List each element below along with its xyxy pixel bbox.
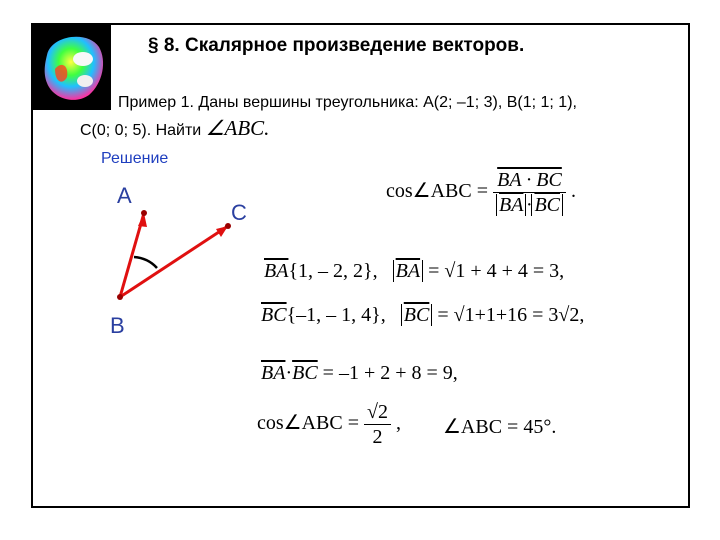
cos-def-lhs: cos∠ABC =: [386, 180, 488, 203]
formula-ba: [264, 260, 564, 283]
ba-coords: {1, – 2, 2},: [288, 260, 378, 282]
cos-def-denominator: $\overline{BA} \cdot \overline{BC}$: [493, 193, 566, 217]
cos-def-numerator: BA · BC: [493, 168, 566, 193]
bc-coords: {–1, – 1, 4},: [286, 304, 386, 326]
label-a: A: [117, 183, 132, 208]
cos-val-fraction: [364, 400, 391, 449]
problem-angle: ∠ABC.: [205, 116, 270, 140]
cos-def-end: .: [571, 180, 576, 203]
label-c: C: [231, 200, 247, 225]
dot-ba: $\overline{BA}$: [261, 362, 286, 384]
cos-val-end: ,: [395, 412, 401, 435]
ba-length: = √1 + 4 + 4 = 3,: [428, 260, 565, 282]
bc-abs: $\overline{BC}$: [401, 304, 433, 326]
problem-line-2-text: C(0; 0; 5). Найти: [80, 122, 202, 139]
cos-val-numerator: √2: [364, 400, 391, 425]
formula-dot-product: $\overline{BA}\cdot\overline{BC} = -1 + 2 + 8 = 9$,: [261, 362, 458, 384]
dot-bc: $\overline{BC}$: [292, 362, 318, 384]
problem-line-1: Пример 1. Даны вершины треугольника: A(2; –1; 3), B(1; 1; 1),: [118, 94, 577, 111]
bc-length: = √1+1+16 = 3√2,: [437, 304, 585, 326]
ba-vector: $\overline{BA}$: [264, 260, 289, 282]
angle-arc: [134, 257, 157, 268]
formula-cos-value: [257, 400, 401, 449]
formula-cos-definition: [386, 168, 576, 217]
label-b: B: [110, 313, 125, 338]
bc-vector: $\overline{BC}$: [261, 304, 287, 326]
ba-abs: $\overline{BA}$: [393, 260, 423, 282]
formula-bc: [261, 304, 584, 327]
formula-angle-result: ∠ABC = 45°.: [443, 416, 557, 438]
cos-val-lhs: cos∠ABC =: [257, 412, 359, 435]
cos-def-fraction: [493, 168, 566, 217]
dot-result: = –1 + 2 + 8 = 9,: [322, 362, 458, 384]
cos-val-denominator: 2: [372, 426, 383, 448]
point-a: [141, 210, 147, 216]
solution-label: Решение: [101, 150, 169, 167]
point-b: [117, 294, 123, 300]
page-title: § 8. Скалярное произведение векторов.: [148, 35, 525, 56]
